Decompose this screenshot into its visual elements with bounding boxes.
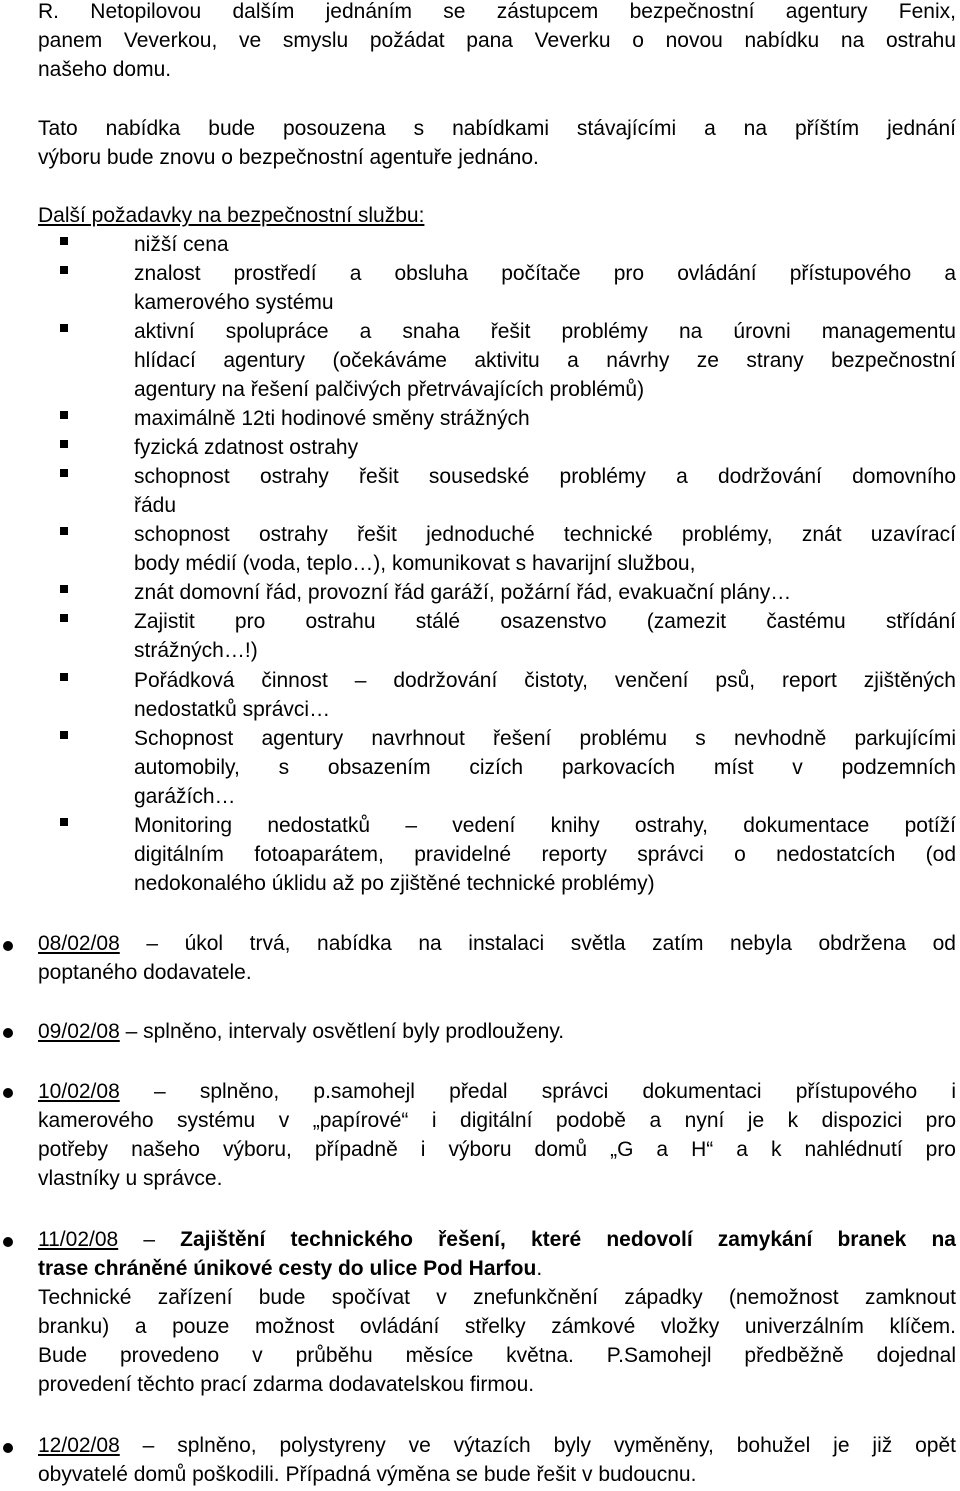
square-bullet-icon — [60, 731, 68, 739]
square-bullet-icon — [60, 324, 68, 332]
entry-date: 09/02/08 — [38, 1020, 120, 1043]
entry-text: splněno, p.samohejl předal správci dokumentaci přístupového i — [199, 1080, 956, 1103]
round-bullet-icon — [3, 1443, 13, 1453]
text-line: body médií (voda, teplo…), komunikovat s havarijní službou, — [134, 552, 696, 575]
text-line: maximálně 12ti hodinové směny strážných — [134, 407, 530, 430]
list-item — [134, 578, 956, 607]
list-item — [134, 230, 956, 259]
text-line: panem Veverkou, ve smyslu požádat pana Veverku o novou nabídku na ostrahu — [38, 29, 956, 52]
text-line: výboru bude znovu o bezpečnostní agentuře jednáno. — [38, 146, 539, 169]
round-bullet-icon — [3, 1028, 13, 1038]
text-line: nižší cena — [134, 233, 229, 256]
text-line: strážných…!) — [134, 639, 258, 662]
square-bullet-icon — [60, 527, 68, 535]
requirements-heading — [38, 201, 956, 230]
list-item — [134, 607, 956, 665]
entry-date: 12/02/08 — [38, 1434, 120, 1457]
entry-text: splněno, intervaly osvětlení byly prodlouženy. — [143, 1020, 565, 1043]
entry-bold-text: trase chráněné únikové cesty do ulice Pod Harfou — [38, 1257, 537, 1280]
square-bullet-icon — [60, 818, 68, 826]
text-line — [38, 1254, 956, 1283]
list-item — [134, 404, 956, 433]
text-line: nedostatků správci… — [134, 698, 331, 721]
text-line: potřeby našeho výboru, případně i výboru domů „G a H“ a k nahlédnutí pro — [38, 1138, 956, 1161]
text-line: digitálním fotoaparátem, pravidelné reporty správci o nedostatcích (od — [134, 843, 956, 866]
list-item — [134, 811, 956, 898]
text-line: R. Netopilovou dalším jednáním se zástupcem bezpečnostní agentury Fenix, — [38, 0, 956, 23]
text-line: 12/02/08 – splněno, polystyreny ve výtazích byly vyměněny, bohužel je již opět — [38, 1434, 956, 1457]
entry-10-02-08 — [38, 1077, 956, 1193]
text-line: schopnost ostrahy řešit sousedské problémy a dodržování domovního — [134, 465, 956, 488]
text-line: provedení těchto prací zdarma dodavatelskou firmou. — [38, 1373, 535, 1396]
text-line: hlídací agentury (očekáváme aktivitu a návrhy ze strany bezpečnostní — [134, 349, 956, 372]
round-bullet-icon — [3, 941, 13, 951]
text-line: 08/02/08 – úkol trvá, nabídka na instalaci světla zatím nebyla obdržena od — [38, 932, 956, 955]
entry-09-02-08 — [38, 1017, 956, 1046]
entry-12-02-08 — [38, 1431, 956, 1489]
text-line: branku) a pouze možnost ovládání střelky zámkové vložky univerzálním klíčem. — [38, 1315, 956, 1338]
text-line: automobily, s obsazením cizích parkovacích míst v podzemních — [134, 756, 956, 779]
list-item — [134, 259, 956, 317]
text-line: 09/02/08 – splněno, intervaly osvětlení byly prodlouženy. — [38, 1020, 565, 1043]
text-line: 10/02/08 – splněno, p.samohejl předal správci dokumentaci přístupového i — [38, 1080, 956, 1103]
text-line: nedokonalého úklidu až po zjištěné technické problémy) — [134, 872, 655, 895]
entry-text: splněno, polystyreny ve výtazích byly vyměněny, bohužel je již opět — [177, 1434, 956, 1457]
entry-text: úkol trvá, nabídka na instalaci světla zatím nebyla obdržena od — [184, 932, 956, 955]
intro-paragraph-1 — [38, 0, 956, 84]
text-line: fyzická zdatnost ostrahy — [134, 436, 359, 459]
text-line: Zajistit pro ostrahu stálé osazenstvo (zamezit častému střídání — [134, 610, 956, 633]
text-line: garážích… — [134, 785, 236, 808]
round-bullet-icon — [3, 1237, 13, 1247]
text-line: poptaného dodavatele. — [38, 961, 252, 984]
text-line: Monitoring nedostatků – vedení knihy ostrahy, dokumentace potíží — [134, 814, 956, 837]
list-item — [134, 520, 956, 578]
text-line: řádu — [134, 494, 177, 517]
square-bullet-icon — [60, 411, 68, 419]
text-line: kamerového systému v „papírové“ i digitální podobě a nyní je k dispozici pro — [38, 1109, 956, 1132]
text-line: 11/02/08 – Zajištění technického řešení, které nedovolí zamykání branek na — [38, 1228, 956, 1251]
entry-date: 11/02/08 — [38, 1228, 119, 1251]
text-line: Schopnost agentury navrhnout řešení problému s nevhodně parkujícími — [134, 727, 956, 750]
text-line: kamerového systému — [134, 291, 334, 314]
text-line: Technické zařízení bude spočívat v znefunkčnění západky (nemožnost zamknout — [38, 1286, 956, 1309]
entry-date: 08/02/08 — [38, 932, 120, 955]
text-line: znalost prostředí a obsluha počítače pro ovládání přístupového a — [134, 262, 956, 285]
square-bullet-icon — [60, 585, 68, 593]
square-bullet-icon — [60, 614, 68, 622]
square-bullet-icon — [60, 266, 68, 274]
square-bullet-icon — [60, 237, 68, 245]
text-line: Bude provedeno v průběhu měsíce května. P.Samohejl předběžně dojednal — [38, 1344, 956, 1367]
entry-bold-end: . — [536, 1257, 543, 1280]
entry-11-02-08 — [38, 1225, 956, 1399]
list-item — [134, 666, 956, 724]
text-line: agentury na řešení palčivých přetrvávajících problémů) — [134, 378, 645, 401]
text-line: vlastníky u správce. — [38, 1167, 223, 1190]
intro-paragraph-2 — [38, 114, 956, 172]
requirements-heading-text: Další požadavky na bezpečnostní službu: — [38, 204, 425, 227]
square-bullet-icon — [60, 469, 68, 477]
round-bullet-icon — [3, 1088, 13, 1098]
square-bullet-icon — [60, 440, 68, 448]
text-line: schopnost ostrahy řešit jednoduché technické problémy, znát uzavírací — [134, 523, 956, 546]
entry-date: 10/02/08 — [38, 1080, 120, 1103]
text-line: Pořádková činnost – dodržování čistoty, venčení psů, report zjištěných — [134, 669, 956, 692]
text-line: Tato nabídka bude posouzena s nabídkami stávajícími a na příštím jednání — [38, 117, 956, 140]
text-line: našeho domu. — [38, 58, 172, 81]
entry-08-02-08 — [38, 929, 956, 987]
text-line: znát domovní řád, provozní řád garáží, požární řád, evakuační plány… — [134, 581, 792, 604]
list-item — [134, 433, 956, 462]
list-item — [134, 317, 956, 404]
entry-bold-text: Zajištění technického řešení, které nedovolí zamykání branek na — [180, 1228, 956, 1251]
list-item — [134, 724, 956, 811]
text-line: aktivní spolupráce a snaha řešit problémy na úrovni managementu — [134, 320, 956, 343]
list-item — [134, 462, 956, 520]
text-line: obyvatelé domů poškodili. Případná výměna se bude řešit v budoucnu. — [38, 1463, 697, 1486]
square-bullet-icon — [60, 673, 68, 681]
